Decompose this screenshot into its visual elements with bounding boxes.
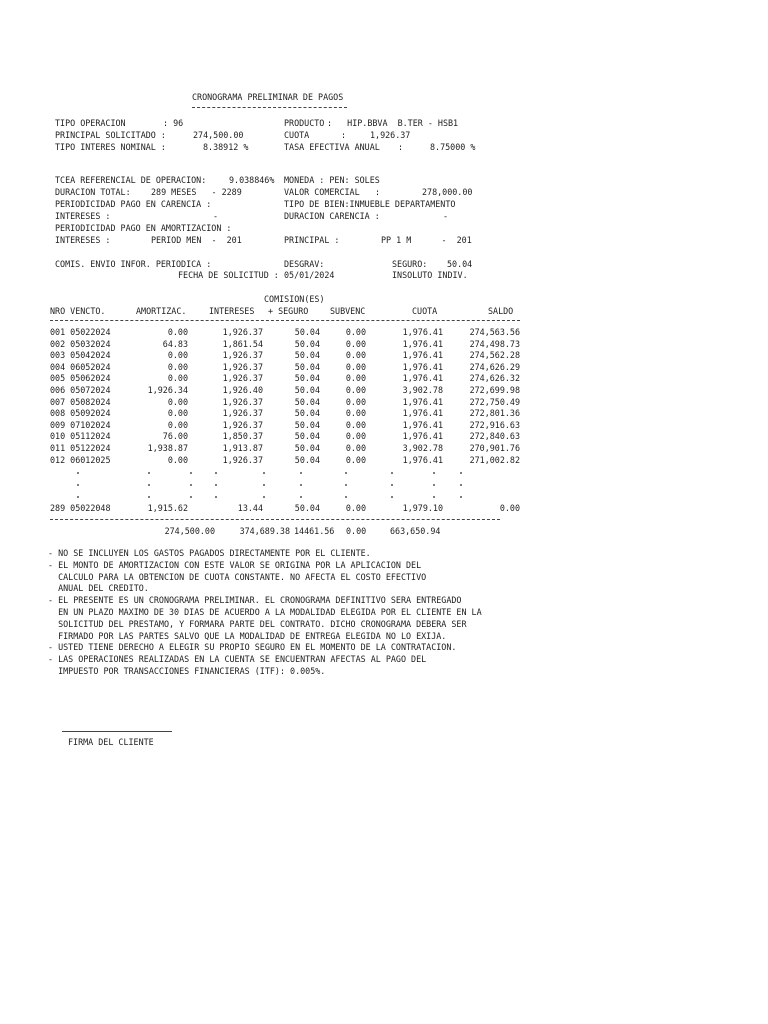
- row-5-saldo: 274,626.32: [469, 373, 520, 384]
- total-intereses: 374,689.38: [239, 526, 290, 536]
- row-6-amortizac: 1,926.34: [147, 385, 188, 395]
- row-4-saldo: 274,626.29: [469, 361, 520, 372]
- last-row-seguro: 50.04: [294, 503, 320, 513]
- producto-value: : HIP.BBVA B.TER - HSB1: [327, 118, 459, 128]
- note-line: FIRMADO POR LAS PARTES SALVO QUE LA MODALIDAD DE ENTREGA ELEGIDA NO LO EXIJA.: [48, 630, 447, 641]
- row-9-cuota: 1,976.41: [402, 419, 443, 430]
- row-3-saldo: 274,562.28: [469, 350, 520, 361]
- ellipsis-dot: [148, 496, 150, 498]
- ellipsis-dot: [460, 496, 462, 498]
- row-10-subvenc: 0.00: [345, 431, 366, 442]
- col-intereses: INTERESES: [209, 306, 255, 316]
- ellipsis-dot: [263, 496, 265, 498]
- valor-comercial-sep: :: [375, 187, 381, 197]
- row-3-subvenc: 0.00: [345, 350, 366, 361]
- row-2-intereses: 1,861.54: [222, 338, 263, 349]
- last-row-amortizac: 1,915.62: [147, 503, 188, 513]
- ellipsis-dot: [215, 484, 217, 486]
- row-12-intereses: 1,926.37: [222, 454, 263, 465]
- ellipsis-dot: [300, 484, 302, 486]
- note-line: ANUAL DEL CREDITO.: [48, 583, 149, 594]
- row-5-nro: 005 05062024: [50, 373, 111, 384]
- duracion-total-label: DURACION TOTAL:: [55, 187, 131, 197]
- row-3-amortizac: 0.00: [167, 350, 188, 361]
- cuota-label: CUOTA: [284, 130, 310, 140]
- ellipsis-dot: [190, 496, 192, 498]
- row-10-nro: 010 05112024: [50, 431, 111, 442]
- row-8-intereses: 1,926.37: [222, 408, 263, 419]
- signature-label: FIRMA DEL CLIENTE: [68, 737, 154, 747]
- ellipsis-dot: [148, 472, 150, 474]
- ellipsis-dot: [300, 496, 302, 498]
- moneda: MONEDA : PEN: SOLES: [284, 175, 380, 185]
- tipo-bien: TIPO DE BIEN:INMUEBLE DEPARTAMENTO: [284, 199, 456, 209]
- insoluto: INSOLUTO INDIV.: [392, 270, 468, 280]
- last-row-intereses: 13.44: [237, 503, 263, 513]
- tipo-interes-value: 8.38912 %: [203, 142, 249, 152]
- row-4-seguro: 50.04: [294, 361, 320, 372]
- note-line: - NO SE INCLUYEN LOS GASTOS PAGADOS DIRECTAMENTE POR EL CLIENTE.: [48, 548, 371, 558]
- tcea-value: 9.038846%: [229, 175, 275, 185]
- row-10-intereses: 1,850.37: [222, 431, 263, 442]
- row-1-seguro: 50.04: [294, 327, 320, 337]
- row-4-subvenc: 0.00: [345, 361, 366, 372]
- row-5-seguro: 50.04: [294, 373, 320, 384]
- row-8-nro: 008 05092024: [50, 408, 111, 419]
- cuota-amount: 1,926.37: [370, 130, 411, 140]
- row-6-saldo: 272,699.98: [469, 385, 520, 395]
- principal-solicitado-value: 274,500.00: [193, 130, 244, 140]
- ellipsis-dot: [433, 472, 435, 474]
- row-11-cuota: 3,902.78: [402, 443, 443, 453]
- row-4-cuota: 1,976.41: [402, 361, 443, 372]
- duracion-carencia-label: DURACION CARENCIA :: [284, 211, 380, 221]
- row-1-saldo: 274,563.56: [469, 327, 520, 337]
- ellipsis-dot: [391, 472, 393, 474]
- ellipsis-dot: [300, 472, 302, 474]
- ellipsis-dot: [215, 472, 217, 474]
- row-12-cuota: 1,976.41: [402, 454, 443, 465]
- row-12-nro: 012 06012025: [50, 454, 111, 465]
- row-10-cuota: 1,976.41: [402, 431, 443, 442]
- tipo-interes-label: TIPO INTERES NOMINAL :: [55, 142, 166, 152]
- row-2-saldo: 274,498.73: [469, 338, 520, 349]
- note-line: CALCULO PARA LA OBTENCION DE CUOTA CONSTANTE. NO AFECTA EL COSTO EFECTIVO: [48, 571, 427, 582]
- row-10-saldo: 272,840.63: [469, 431, 520, 442]
- row-5-subvenc: 0.00: [345, 373, 366, 384]
- ellipsis-dot: [215, 496, 217, 498]
- ellipsis-dot: [263, 484, 265, 486]
- periodicidad-amortizacion: PERIODICIDAD PAGO EN AMORTIZACION :: [55, 223, 232, 233]
- row-2-seguro: 50.04: [294, 338, 320, 349]
- periodicidad-carencia: PERIODICIDAD PAGO EN CARENCIA :: [55, 199, 212, 209]
- row-6-subvenc: 0.00: [345, 385, 366, 395]
- row-11-nro: 011 05122024: [50, 443, 111, 453]
- note-line: - LAS OPERACIONES REALIZADAS EN LA CUENTA SE ENCUENTRAN AFECTAS AL PAGO DEL: [48, 654, 427, 665]
- row-12-amortizac: 0.00: [167, 454, 188, 465]
- row-2-amortizac: 64.83: [162, 338, 188, 349]
- comis-envio-label: COMIS. ENVIO INFOR. PERIODICA :: [55, 259, 212, 269]
- table-header-rule: [50, 320, 520, 321]
- desgrav-label: DESGRAV:: [284, 259, 325, 269]
- principal-periodo: PP 1 M - 201: [381, 235, 472, 245]
- last-row-cuota: 1,979.10: [402, 503, 443, 513]
- row-6-nro: 006 05072024: [50, 385, 111, 395]
- ellipsis-dot: [345, 472, 347, 474]
- total-seguro: 14461.56: [294, 526, 335, 536]
- row-9-saldo: 272,916.63: [469, 419, 520, 430]
- ellipsis-dot: [190, 472, 192, 474]
- row-11-amortizac: 1,938.87: [147, 443, 188, 453]
- row-10-amortizac: 76.00: [162, 431, 188, 442]
- ellipsis-dot: [433, 496, 435, 498]
- producto-label: PRODUCTO: [284, 118, 325, 128]
- col-nro-vencto: NRO VENCTO.: [50, 306, 106, 316]
- row-11-intereses: 1,913.87: [222, 443, 263, 453]
- tea-separator: :: [398, 142, 404, 152]
- col-cuota: CUOTA: [412, 306, 438, 316]
- row-6-seguro: 50.04: [294, 385, 320, 395]
- intereses-amortizacion-label: INTERESES :: [55, 235, 111, 245]
- col-subvenc: SUBVENC: [330, 306, 366, 316]
- intereses-carencia-dash: -: [213, 211, 219, 221]
- row-3-intereses: 1,926.37: [222, 350, 263, 361]
- ellipsis-dot: [77, 484, 79, 486]
- row-7-nro: 007 05082024: [50, 396, 111, 407]
- total-subvenc: 0.00: [346, 526, 367, 536]
- row-7-intereses: 1,926.37: [222, 396, 263, 407]
- row-2-subvenc: 0.00: [345, 338, 366, 349]
- row-1-amortizac: 0.00: [167, 327, 188, 337]
- last-row-saldo: 0.00: [499, 503, 520, 513]
- col-saldo: SALDO: [488, 306, 514, 316]
- note-line: - USTED TIENE DERECHO A ELEGIR SU PROPIO SEGURO EN EL MOMENTO DE LA CONTRATACION.: [48, 642, 457, 653]
- row-9-intereses: 1,926.37: [222, 419, 263, 430]
- note-line: SOLICITUD DEL PRESTAMO, Y FORMARA PARTE DEL CONTRATO. DICHO CRONOGRAMA DEBERA SER: [48, 618, 467, 629]
- row-1-nro: 001 05022024: [50, 327, 111, 337]
- ellipsis-dot: [433, 484, 435, 486]
- note-line: - EL MONTO DE AMORTIZACION CON ESTE VALOR SE ORIGINA POR LA APLICACION DEL: [48, 559, 422, 570]
- tea-label: TASA EFECTIVA ANUAL: [284, 142, 380, 152]
- ellipsis-dot: [345, 484, 347, 486]
- intereses-periodo: PERIOD MEN - 201: [151, 235, 242, 245]
- note-line: - EL PRESENTE ES UN CRONOGRAMA PRELIMINAR. EL CRONOGRAMA DEFINITIVO SERA ENTREGADO: [48, 595, 462, 606]
- row-8-saldo: 272,801.36: [469, 408, 520, 419]
- row-6-intereses: 1,926.40: [222, 385, 263, 395]
- total-amortizac: 274,500.00: [164, 526, 215, 536]
- row-12-seguro: 50.04: [294, 454, 320, 465]
- duracion-total-value: 289 MESES - 2289: [151, 187, 242, 197]
- ellipsis-dot: [460, 484, 462, 486]
- valor-comercial-value: 278,000.00: [422, 187, 473, 197]
- ellipsis-dot: [148, 484, 150, 486]
- page-title: CRONOGRAMA PRELIMINAR DE PAGOS: [192, 92, 344, 102]
- title-underline: [192, 107, 347, 108]
- row-2-nro: 002 05032024: [50, 338, 111, 349]
- fecha-solicitud-label: FECHA DE SOLICITUD :: [178, 270, 279, 280]
- intereses-carencia-label: INTERESES :: [55, 211, 111, 221]
- comision-header: COMISION(ES): [264, 294, 325, 304]
- row-4-intereses: 1,926.37: [222, 361, 263, 372]
- row-7-saldo: 272,750.49: [469, 396, 520, 407]
- row-12-subvenc: 0.00: [345, 454, 366, 465]
- row-1-subvenc: 0.00: [345, 327, 366, 337]
- col-seguro: + SEGURO: [268, 306, 309, 316]
- row-9-nro: 009 07102024: [50, 419, 111, 430]
- note-line: IMPUESTO POR TRANSACCIONES FINANCIERAS (ITF): 0.005%.: [48, 666, 326, 676]
- row-11-seguro: 50.04: [294, 443, 320, 453]
- row-11-saldo: 270,901.76: [469, 443, 520, 453]
- note-line: EN UN PLAZO MAXIMO DE 30 DIAS DE ACUERDO A LA MODALIDAD ELEGIDA POR EL CLIENTE EN LA: [48, 607, 482, 617]
- row-12-saldo: 271,002.82: [469, 454, 520, 465]
- signature-line: [62, 731, 172, 732]
- row-8-seguro: 50.04: [294, 408, 320, 419]
- row-4-amortizac: 0.00: [167, 361, 188, 372]
- row-7-subvenc: 0.00: [345, 396, 366, 407]
- valor-comercial-label: VALOR COMERCIAL: [284, 187, 360, 197]
- row-7-amortizac: 0.00: [167, 396, 188, 407]
- ellipsis-dot: [263, 472, 265, 474]
- tea-amount: 8.75000 %: [430, 142, 476, 152]
- ellipsis-dot: [190, 484, 192, 486]
- row-11-subvenc: 0.00: [345, 443, 366, 453]
- last-row-subvenc: 0.00: [345, 503, 366, 513]
- seguro-label: SEGURO:: [392, 259, 428, 269]
- tipo-operacion-value: : 96: [163, 118, 184, 128]
- ellipsis-dot: [460, 472, 462, 474]
- row-9-subvenc: 0.00: [345, 419, 366, 430]
- ellipsis-dot: [77, 496, 79, 498]
- row-10-seguro: 50.04: [294, 431, 320, 442]
- row-8-amortizac: 0.00: [167, 408, 188, 419]
- ellipsis-dot: [391, 496, 393, 498]
- row-5-cuota: 1,976.41: [402, 373, 443, 384]
- row-8-cuota: 1,976.41: [402, 408, 443, 419]
- row-5-amortizac: 0.00: [167, 373, 188, 384]
- fecha-solicitud-value: 05/01/2024: [284, 270, 335, 280]
- row-5-intereses: 1,926.37: [222, 373, 263, 384]
- row-3-seguro: 50.04: [294, 350, 320, 361]
- col-amortizac: AMORTIZAC.: [136, 306, 187, 316]
- row-2-cuota: 1,976.41: [402, 338, 443, 349]
- principal-amortizacion-label: PRINCIPAL :: [284, 235, 340, 245]
- row-8-subvenc: 0.00: [345, 408, 366, 419]
- row-9-seguro: 50.04: [294, 419, 320, 430]
- duracion-carencia-dash: -: [443, 211, 449, 221]
- principal-solicitado-label: PRINCIPAL SOLICITADO :: [55, 130, 166, 140]
- row-1-intereses: 1,926.37: [222, 327, 263, 337]
- tipo-operacion-label: TIPO OPERACION: [55, 118, 126, 128]
- row-3-nro: 003 05042024: [50, 350, 111, 361]
- ellipsis-dot: [345, 496, 347, 498]
- row-6-cuota: 3,902.78: [402, 385, 443, 395]
- last-row-nro: 289 05022048: [50, 503, 111, 513]
- ellipsis-dot: [77, 472, 79, 474]
- row-7-cuota: 1,976.41: [402, 396, 443, 407]
- row-7-seguro: 50.04: [294, 396, 320, 407]
- totals-rule: [50, 519, 500, 520]
- ellipsis-dot: [391, 484, 393, 486]
- seguro-value: 50.04: [447, 259, 473, 269]
- row-1-cuota: 1,976.41: [402, 327, 443, 337]
- row-9-amortizac: 0.00: [167, 419, 188, 430]
- cuota-separator: :: [341, 130, 347, 140]
- tcea-label: TCEA REFERENCIAL DE OPERACION:: [55, 175, 207, 185]
- row-4-nro: 004 06052024: [50, 361, 111, 372]
- row-3-cuota: 1,976.41: [402, 350, 443, 361]
- total-cuota: 663,650.94: [390, 526, 441, 536]
